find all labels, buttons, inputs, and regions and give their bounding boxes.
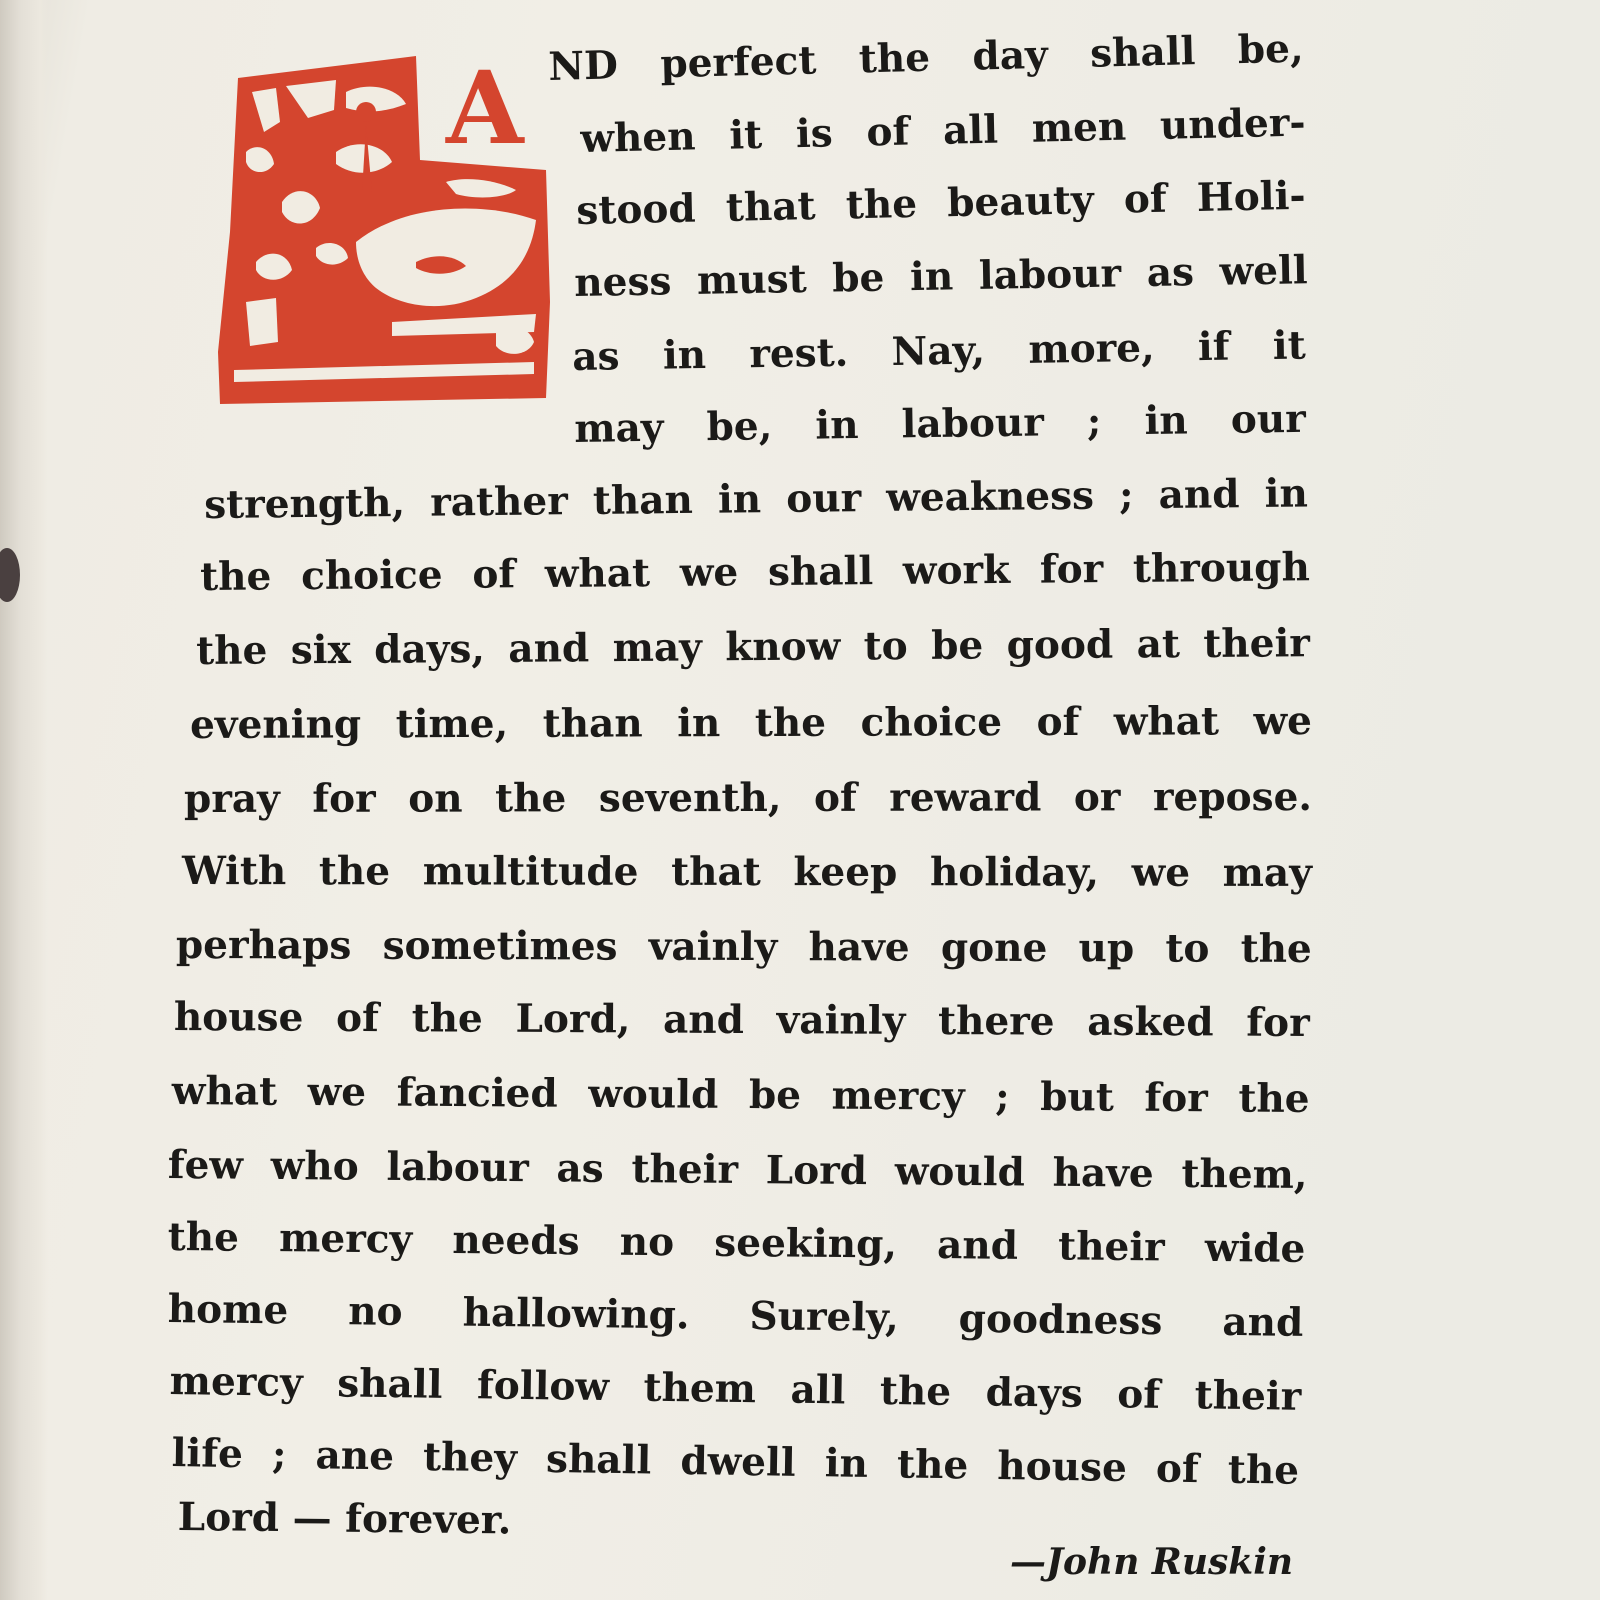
text-line: what we fancied would be mercy ; but for the xyxy=(171,1068,1310,1122)
text-line: few who labour as their Lord would have them, xyxy=(167,1142,1308,1198)
text-line: ND perfect the day shall be, xyxy=(547,25,1305,90)
text-line: home no hallowing. Surely, goodness and xyxy=(167,1286,1304,1346)
text-line: perhaps sometimes vainly have gone up to the xyxy=(175,922,1312,972)
text-line: With the multitude that keep holiday, we may xyxy=(181,848,1312,896)
text-line: ness must be in labour as well xyxy=(573,247,1309,306)
text-line: the six days, and may know to be good at their xyxy=(195,620,1311,674)
text-line: when it is of all men under- xyxy=(579,99,1307,162)
text-line: strength, rather than in our weakness ; and in xyxy=(203,470,1309,528)
text-line: mercy shall follow them all the days of their xyxy=(169,1358,1302,1420)
text-line: evening time, than in the choice of what we xyxy=(189,698,1313,748)
text-line-last: Lord — forever. xyxy=(177,1494,512,1544)
text-line: the mercy needs no seeking, and their wide xyxy=(167,1214,1306,1272)
text-line: stood that the beauty of Holi- xyxy=(575,172,1307,234)
drop-cap-letter: A xyxy=(446,49,524,167)
text-line: pray for on the seventh, of reward or repose. xyxy=(183,774,1313,822)
text-line: as in rest. Nay, more, if it xyxy=(571,322,1307,380)
text-line: life ; ane they shall dwell in the house of the xyxy=(171,1430,1300,1494)
attribution-signature: —John Ruskin xyxy=(1010,1541,1294,1583)
text-line: house of the Lord, and vainly there asked for xyxy=(173,994,1310,1046)
text-line: may be, in labour ; in our xyxy=(573,395,1307,452)
text-line: the choice of what we shall work for through xyxy=(199,544,1311,600)
